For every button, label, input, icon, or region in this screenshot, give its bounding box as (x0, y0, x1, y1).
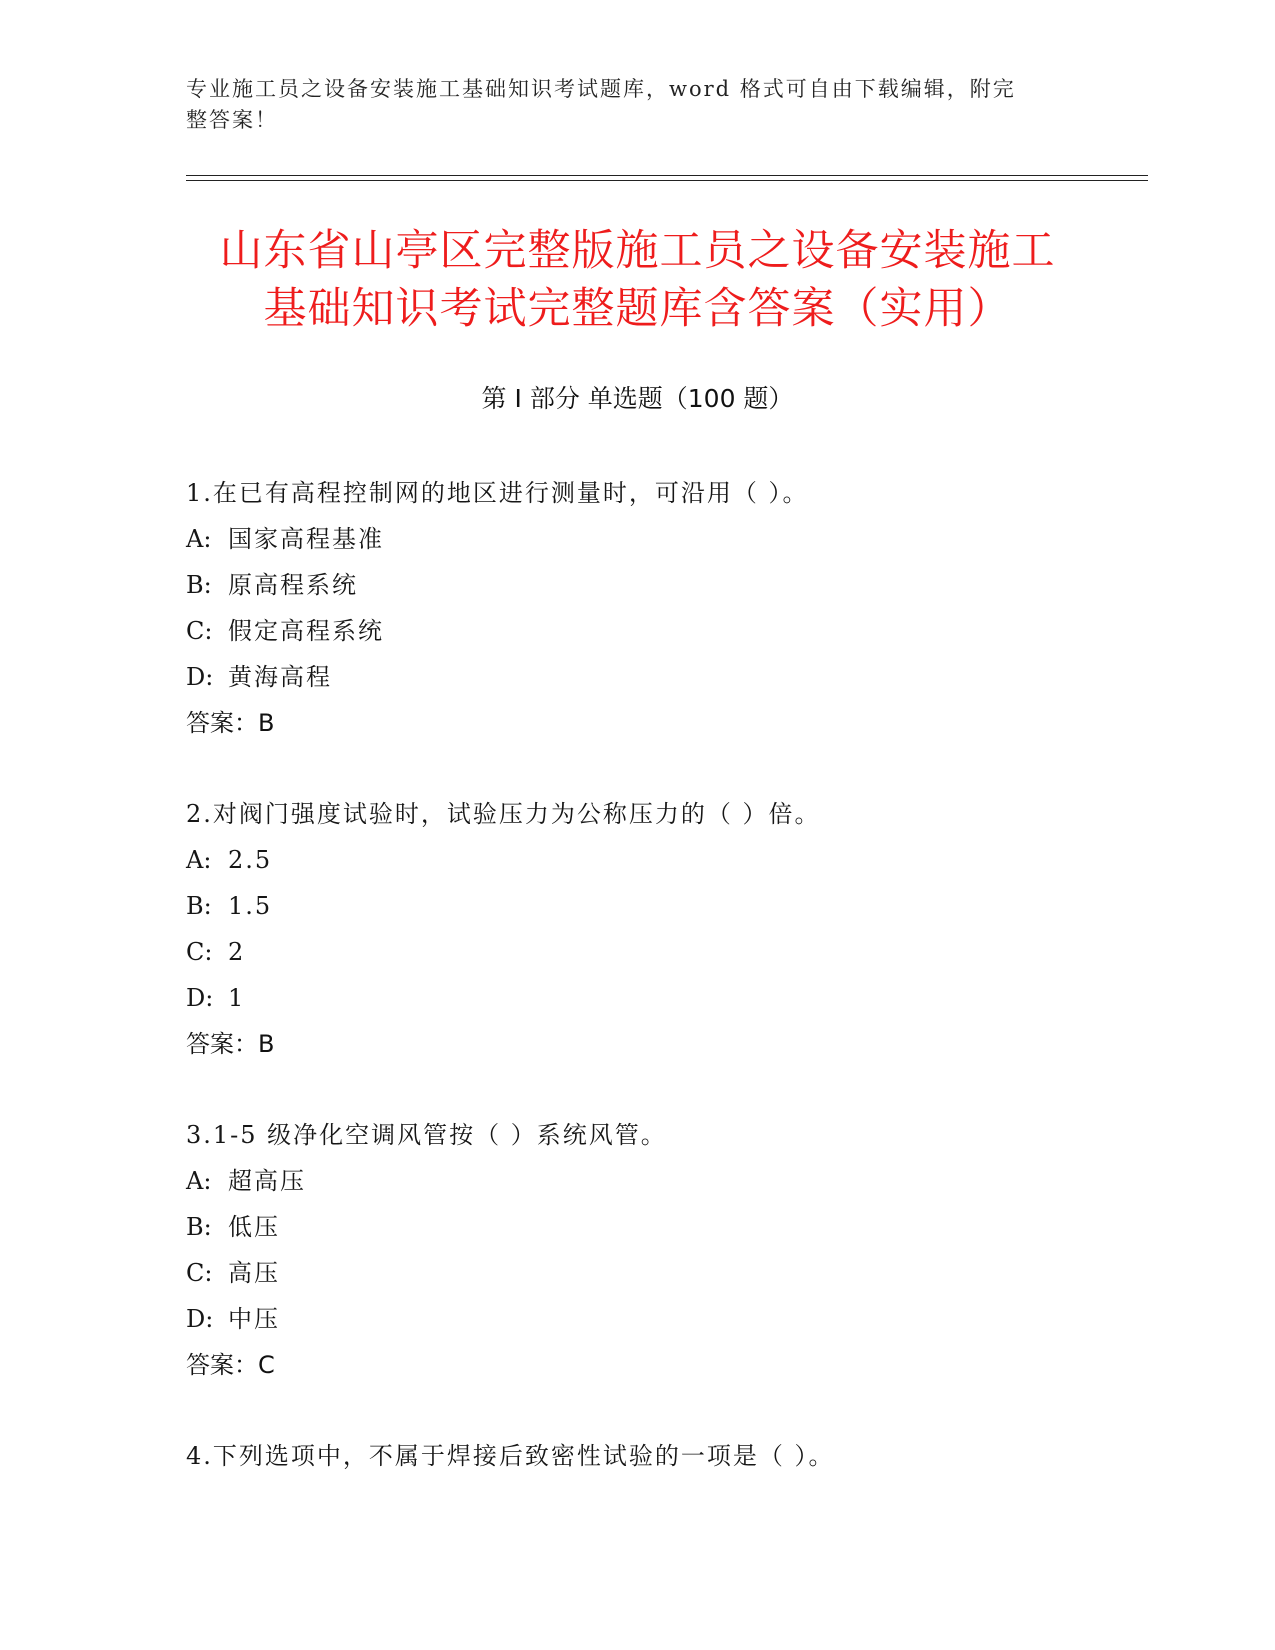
option-a (186, 516, 1126, 562)
question-stem: 2.对阀门强度试验时，试验压力为公称压力的（ ）倍。 (186, 800, 821, 828)
option-d (186, 975, 1126, 1021)
option-text: 国家高程基准 (228, 525, 384, 553)
question-2 (186, 791, 1126, 1067)
header-note (186, 74, 1066, 136)
option-key: B: (186, 1213, 212, 1241)
option-text: 低压 (228, 1213, 280, 1241)
option-text: 1 (228, 984, 246, 1012)
option-key: D: (186, 1305, 214, 1333)
option-key: A: (186, 1167, 212, 1195)
option-key: C: (186, 938, 213, 966)
option-a (186, 1158, 1126, 1204)
option-c (186, 608, 1126, 654)
header-note-line-1: 专业施工员之设备安装施工基础知识考试题库，word 格式可自由下载编辑，附完 (186, 77, 1016, 101)
option-key: A: (186, 525, 212, 553)
document-title-line-2: 基础知识考试完整题库含答案（实用） (263, 284, 1012, 334)
answer: 答案：C (186, 1351, 275, 1379)
question-1 (186, 470, 1126, 746)
option-key: D: (186, 984, 214, 1012)
option-text: 假定高程系统 (228, 617, 384, 645)
option-text: 高压 (228, 1259, 280, 1287)
option-b (186, 883, 1126, 929)
question-3 (186, 1112, 1126, 1388)
option-key: B: (186, 571, 212, 599)
question-stem: 3.1-5 级净化空调风管按（ ）系统风管。 (186, 1121, 667, 1149)
option-key: C: (186, 1259, 213, 1287)
question-stem: 1.在已有高程控制网的地区进行测量时，可沿用（ ）。 (186, 479, 809, 507)
option-text: 2.5 (228, 846, 273, 874)
option-b (186, 562, 1126, 608)
option-d (186, 1296, 1126, 1342)
option-c (186, 929, 1126, 975)
option-text: 中压 (228, 1305, 280, 1333)
option-text: 原高程系统 (228, 571, 358, 599)
question-list (186, 470, 1126, 1479)
question-4 (186, 1433, 1126, 1479)
option-text: 黄海高程 (228, 663, 332, 691)
answer: 答案：B (186, 1030, 275, 1058)
header-divider-bottom (186, 180, 1148, 181)
section-title: 第 I 部分 单选题（100 题） (481, 384, 794, 413)
option-text: 1.5 (228, 892, 273, 920)
document-title (150, 222, 1125, 338)
option-key: B: (186, 892, 212, 920)
answer: 答案：B (186, 709, 275, 737)
option-text: 2 (228, 938, 246, 966)
option-key: C: (186, 617, 213, 645)
header-divider-top (186, 175, 1148, 176)
question-stem: 4.下列选项中，不属于焊接后致密性试验的一项是（ ）。 (186, 1442, 835, 1470)
option-c (186, 1250, 1126, 1296)
option-b (186, 1204, 1126, 1250)
option-d (186, 654, 1126, 700)
header-note-line-2: 整答案！ (186, 108, 278, 132)
document-title-line-1: 山东省山亭区完整版施工员之设备安装施工 (219, 226, 1056, 276)
option-key: D: (186, 663, 214, 691)
option-key: A: (186, 846, 212, 874)
option-a (186, 837, 1126, 883)
option-text: 超高压 (228, 1167, 306, 1195)
